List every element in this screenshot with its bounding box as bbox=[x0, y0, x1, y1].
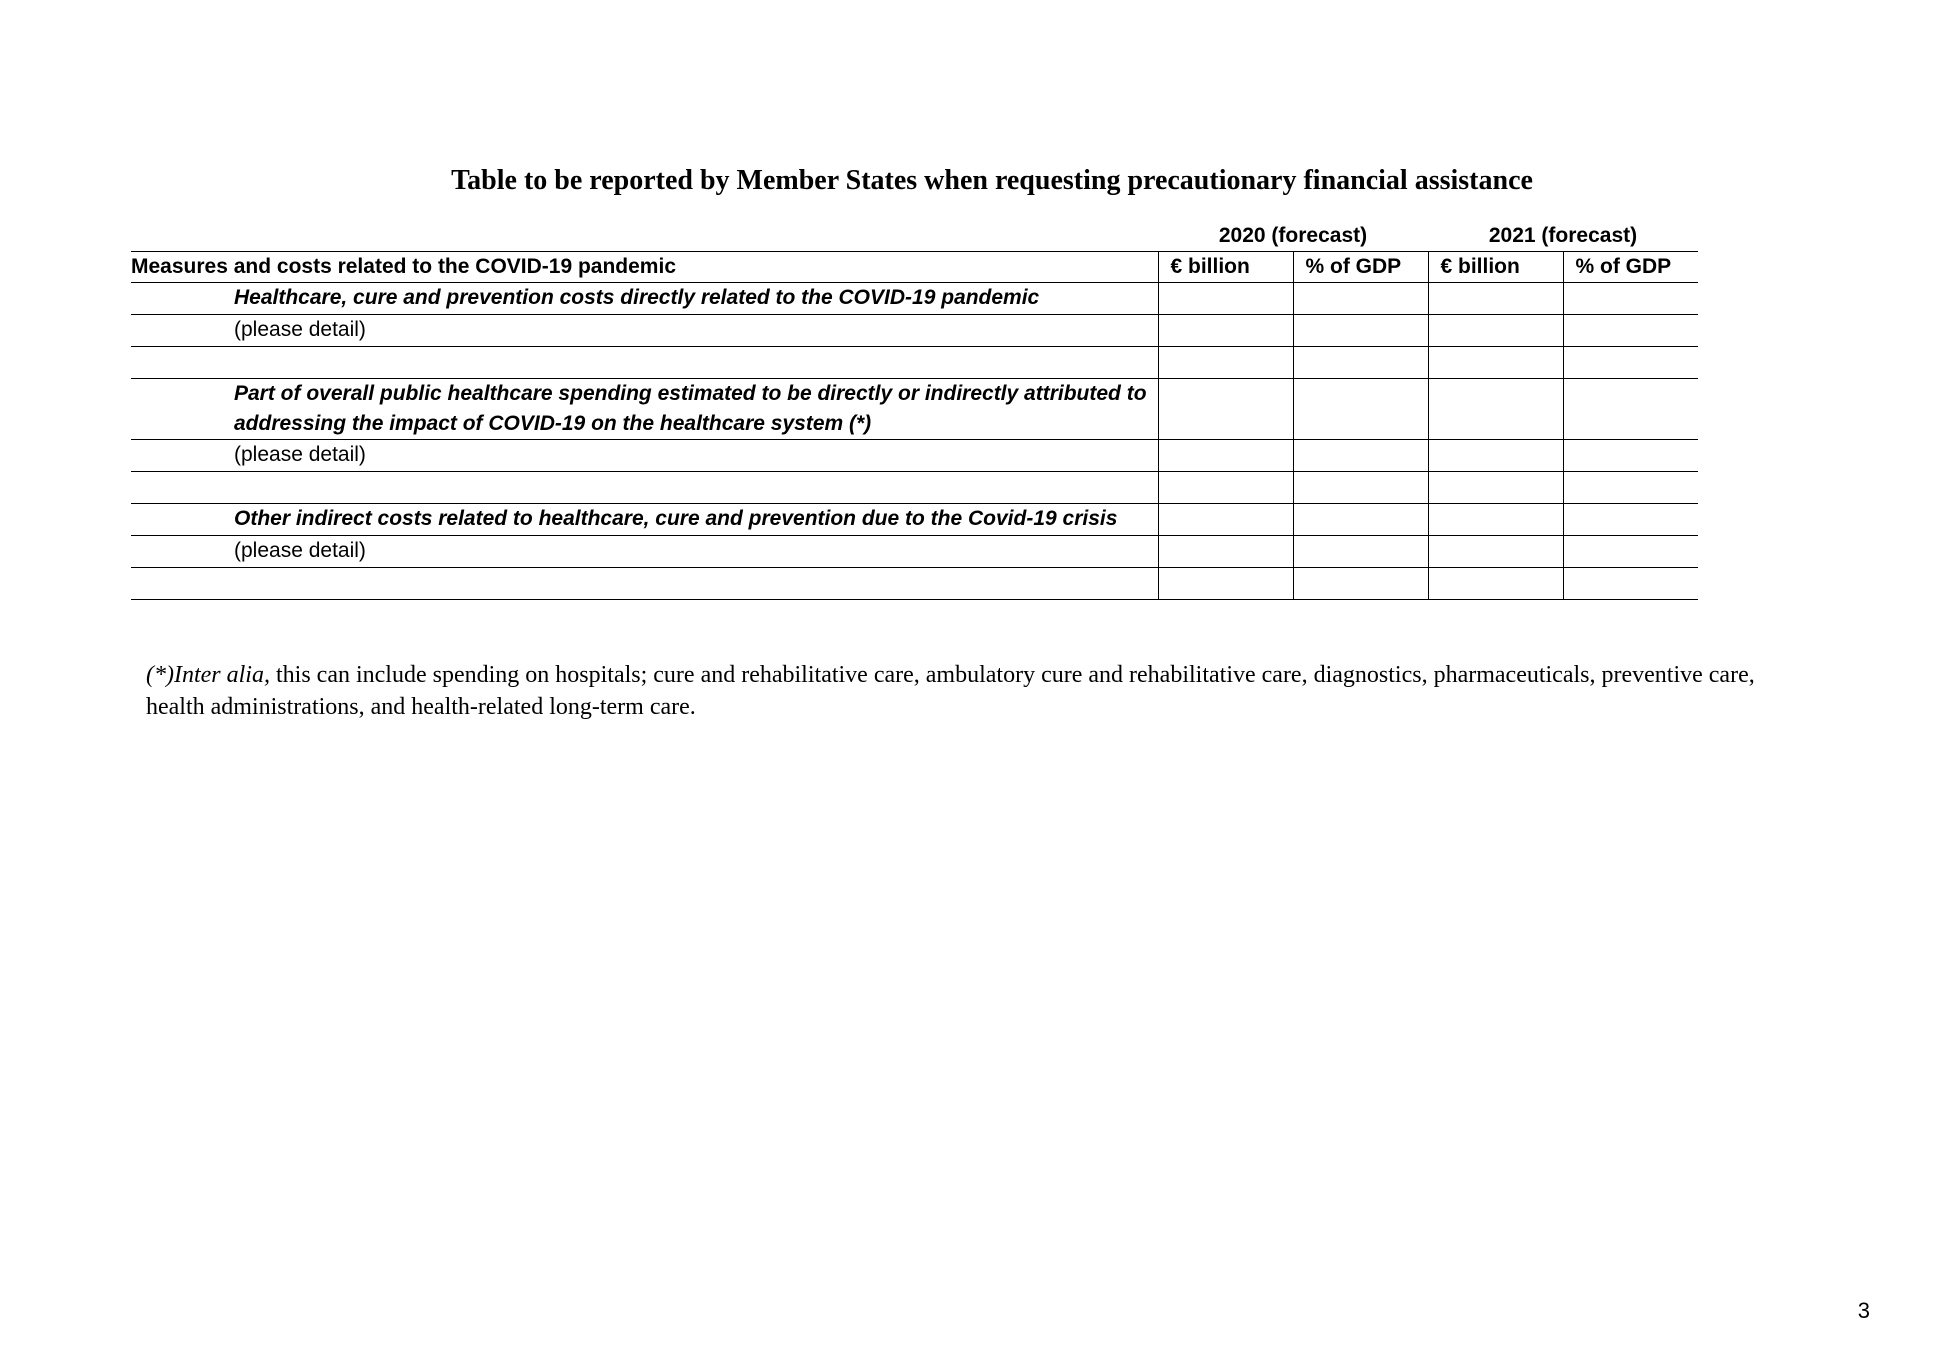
table-cell[interactable] bbox=[1293, 536, 1428, 568]
table-cell[interactable] bbox=[1293, 315, 1428, 347]
row-label bbox=[131, 347, 1158, 379]
page-number: 3 bbox=[1857, 1298, 1870, 1323]
table-cell[interactable] bbox=[1158, 315, 1293, 347]
table-row bbox=[131, 536, 1698, 568]
column-header-2021-gdp: % of GDP bbox=[1563, 252, 1698, 283]
table-cell[interactable] bbox=[1158, 568, 1293, 600]
table-cell[interactable] bbox=[1428, 440, 1563, 472]
table-cell[interactable] bbox=[1428, 315, 1563, 347]
row-label bbox=[131, 568, 1158, 600]
footnote bbox=[146, 659, 1796, 723]
table-cell[interactable] bbox=[1563, 568, 1698, 600]
table-cell[interactable] bbox=[1428, 347, 1563, 379]
table-cell[interactable] bbox=[1158, 283, 1293, 315]
column-header-2021-billion: € billion bbox=[1428, 252, 1563, 283]
table-cell[interactable] bbox=[1428, 504, 1563, 536]
row-label: (please detail) bbox=[131, 315, 1158, 347]
table-row bbox=[131, 283, 1698, 315]
table-cell[interactable] bbox=[1563, 504, 1698, 536]
table-cell[interactable] bbox=[1563, 472, 1698, 504]
footnote-italic: (*)Inter alia, bbox=[146, 662, 270, 688]
table-cell[interactable] bbox=[1158, 347, 1293, 379]
row-label bbox=[131, 472, 1158, 504]
table-cell[interactable] bbox=[1563, 536, 1698, 568]
table-row bbox=[131, 347, 1698, 379]
table-cell[interactable] bbox=[1563, 440, 1698, 472]
column-header-measures: Measures and costs related to the COVID-19 pandemic bbox=[131, 252, 1158, 283]
table-cell[interactable] bbox=[1428, 472, 1563, 504]
column-header-2020-billion: € billion bbox=[1158, 252, 1293, 283]
footnote-text: this can include spending on hospitals; cure and rehabilitative care, ambulatory cure and rehabilitative care, diagnostics, pharmaceuticals, preventive care, health administrations, and health-related long-term care. bbox=[146, 662, 1755, 720]
table-cell[interactable] bbox=[1293, 472, 1428, 504]
table-cell[interactable] bbox=[1158, 440, 1293, 472]
row-label: (please detail) bbox=[131, 440, 1158, 472]
reporting-table bbox=[131, 251, 1698, 600]
page-title: Table to be reported by Member States when requesting precautionary financial assistance bbox=[451, 165, 1533, 196]
table-cell[interactable] bbox=[1563, 347, 1698, 379]
table-row bbox=[131, 568, 1698, 600]
year-header-2021: 2021 (forecast) bbox=[1488, 224, 1638, 247]
table-cell[interactable] bbox=[1293, 440, 1428, 472]
table-header-row bbox=[131, 252, 1698, 283]
row-label: Part of overall public healthcare spending estimated to be directly or indirectly attributed to addressing the impact of COVID-19 on the healthcare system (*) bbox=[131, 379, 1158, 440]
table-cell[interactable] bbox=[1158, 504, 1293, 536]
table-cell[interactable] bbox=[1293, 347, 1428, 379]
table-cell[interactable] bbox=[1428, 536, 1563, 568]
row-label: Other indirect costs related to healthcare, cure and prevention due to the Covid-19 crisis bbox=[131, 504, 1158, 536]
table-cell[interactable] bbox=[1428, 283, 1563, 315]
row-label: Healthcare, cure and prevention costs directly related to the COVID-19 pandemic bbox=[131, 283, 1158, 315]
row-label: (please detail) bbox=[131, 536, 1158, 568]
table-cell[interactable] bbox=[1158, 536, 1293, 568]
table-cell[interactable] bbox=[1428, 379, 1563, 440]
table-cell[interactable] bbox=[1158, 472, 1293, 504]
table-cell[interactable] bbox=[1293, 504, 1428, 536]
table-cell[interactable] bbox=[1158, 379, 1293, 440]
table-row bbox=[131, 440, 1698, 472]
table-cell[interactable] bbox=[1563, 379, 1698, 440]
year-header-2020: 2020 (forecast) bbox=[1218, 224, 1368, 247]
table-cell[interactable] bbox=[1293, 379, 1428, 440]
table-row bbox=[131, 315, 1698, 347]
table-cell[interactable] bbox=[1293, 568, 1428, 600]
table-row bbox=[131, 379, 1698, 440]
table-row bbox=[131, 504, 1698, 536]
column-header-2020-gdp: % of GDP bbox=[1293, 252, 1428, 283]
table-cell[interactable] bbox=[1563, 315, 1698, 347]
table-cell[interactable] bbox=[1428, 568, 1563, 600]
table-cell[interactable] bbox=[1563, 283, 1698, 315]
table-row bbox=[131, 472, 1698, 504]
table-cell[interactable] bbox=[1293, 283, 1428, 315]
